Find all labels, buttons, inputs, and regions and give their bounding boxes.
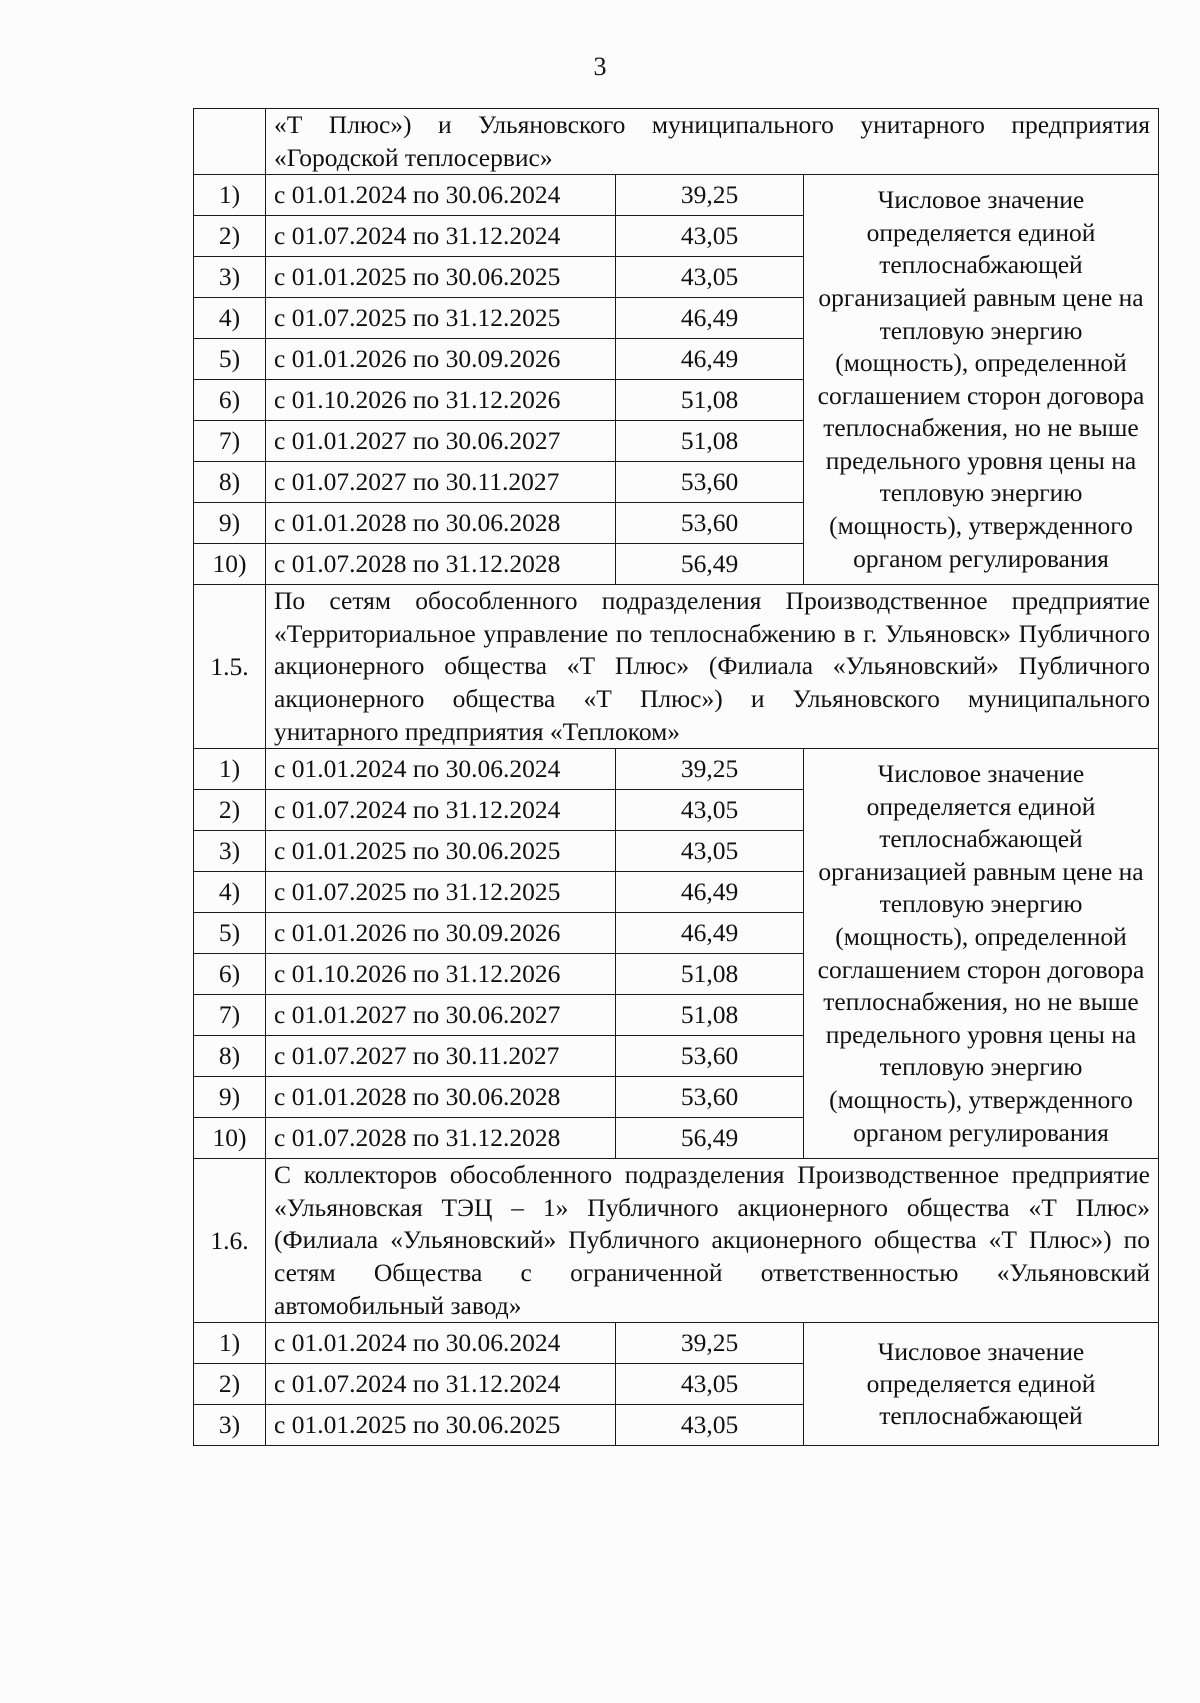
row-number: 2) (194, 1364, 266, 1405)
row-number: 10) (194, 1118, 266, 1159)
value-cell: 46,49 (616, 298, 804, 339)
note-cell: Числовое значение определяется единой теплоснабжающей организацией равным цене на тепловую энергию (мощность), определенной соглашением сторон договора теплоснабжения, но не выше предельного уровня цены на тепловую энергию (мощность), утвержденного органом регулирования (804, 749, 1159, 1159)
row-number: 8) (194, 462, 266, 503)
period-cell: с 01.10.2026 по 31.12.2026 (266, 380, 616, 421)
value-cell: 43,05 (616, 831, 804, 872)
row-number: 1) (194, 175, 266, 216)
section-description: С коллекторов обособленного подразделения Производственное предприятие «Ульяновская ТЭЦ – 1» Публичного акционерного общества «Т Плюс» (Филиала «Ульяновский» Публичного акционерного общества «Т Плюс») по сетям Общества с ограниченной ответственностью «Ульяновский автомобильный завод» (266, 1159, 1159, 1323)
period-cell: с 01.01.2024 по 30.06.2024 (266, 749, 616, 790)
period-cell: с 01.01.2027 по 30.06.2027 (266, 421, 616, 462)
row-number: 9) (194, 503, 266, 544)
period-cell: с 01.07.2027 по 30.11.2027 (266, 1036, 616, 1077)
period-cell: с 01.07.2025 по 31.12.2025 (266, 872, 616, 913)
tariff-table (193, 108, 1159, 1446)
row-number: 4) (194, 872, 266, 913)
row-number: 4) (194, 298, 266, 339)
row-number: 8) (194, 1036, 266, 1077)
period-cell: с 01.01.2028 по 30.06.2028 (266, 1077, 616, 1118)
section-header-row (194, 585, 1159, 749)
value-cell: 39,25 (616, 749, 804, 790)
row-number: 9) (194, 1077, 266, 1118)
row-number: 7) (194, 421, 266, 462)
row-number: 10) (194, 544, 266, 585)
value-cell: 53,60 (616, 1036, 804, 1077)
period-cell: с 01.01.2026 по 30.09.2026 (266, 339, 616, 380)
section-description: По сетям обособленного подразделения Производственное предприятие «Территориальное управление по теплоснабжению в г. Ульяновск» Публичного акционерного общества «Т Плюс» (Филиала «Ульяновский» Публичного акционерного общества «Т Плюс») и Ульяновского муниципального унитарного предприятия «Теплоком» (266, 585, 1159, 749)
section-number (194, 109, 266, 175)
row-number: 3) (194, 831, 266, 872)
value-cell: 46,49 (616, 872, 804, 913)
row-number: 3) (194, 1405, 266, 1446)
value-cell: 56,49 (616, 544, 804, 585)
period-cell: с 01.07.2028 по 31.12.2028 (266, 1118, 616, 1159)
row-number: 2) (194, 216, 266, 257)
row-number: 5) (194, 339, 266, 380)
section-header-row (194, 109, 1159, 175)
period-cell: с 01.01.2027 по 30.06.2027 (266, 995, 616, 1036)
value-cell: 43,05 (616, 216, 804, 257)
value-cell: 43,05 (616, 257, 804, 298)
value-cell: 53,60 (616, 1077, 804, 1118)
period-cell: с 01.07.2027 по 30.11.2027 (266, 462, 616, 503)
period-cell: с 01.01.2025 по 30.06.2025 (266, 1405, 616, 1446)
page-number: 3 (593, 52, 607, 81)
value-cell: 56,49 (616, 1118, 804, 1159)
row-number: 6) (194, 954, 266, 995)
row-number: 5) (194, 913, 266, 954)
table-row (194, 1323, 1159, 1364)
section-number: 1.6. (194, 1159, 266, 1323)
table-row (194, 749, 1159, 790)
row-number: 7) (194, 995, 266, 1036)
note-cell: Числовое значение определяется единой теплоснабжающей организацией равным цене на тепловую энергию (мощность), определенной соглашением сторон договора теплоснабжения, но не выше предельного уровня цены на тепловую энергию (мощность), утвержденного органом регулирования (804, 175, 1159, 585)
period-cell: с 01.01.2025 по 30.06.2025 (266, 831, 616, 872)
value-cell: 39,25 (616, 175, 804, 216)
period-cell: с 01.07.2024 по 31.12.2024 (266, 790, 616, 831)
table-row (194, 175, 1159, 216)
section-header-row (194, 1159, 1159, 1323)
value-cell: 51,08 (616, 380, 804, 421)
row-number: 1) (194, 1323, 266, 1364)
value-cell: 51,08 (616, 995, 804, 1036)
value-cell: 53,60 (616, 503, 804, 544)
value-cell: 46,49 (616, 913, 804, 954)
period-cell: с 01.01.2025 по 30.06.2025 (266, 257, 616, 298)
value-cell: 51,08 (616, 954, 804, 995)
row-number: 6) (194, 380, 266, 421)
note-cell: Числовое значение определяется единой теплоснабжающей (804, 1323, 1159, 1446)
value-cell: 43,05 (616, 790, 804, 831)
section-number: 1.5. (194, 585, 266, 749)
period-cell: с 01.10.2026 по 31.12.2026 (266, 954, 616, 995)
section-description: «Т Плюс») и Ульяновского муниципального унитарного предприятия «Городской теплосервис» (266, 109, 1159, 175)
period-cell: с 01.07.2024 по 31.12.2024 (266, 216, 616, 257)
period-cell: с 01.07.2024 по 31.12.2024 (266, 1364, 616, 1405)
value-cell: 43,05 (616, 1405, 804, 1446)
value-cell: 43,05 (616, 1364, 804, 1405)
row-number: 1) (194, 749, 266, 790)
period-cell: с 01.07.2025 по 31.12.2025 (266, 298, 616, 339)
period-cell: с 01.01.2028 по 30.06.2028 (266, 503, 616, 544)
period-cell: с 01.01.2024 по 30.06.2024 (266, 175, 616, 216)
row-number: 2) (194, 790, 266, 831)
value-cell: 39,25 (616, 1323, 804, 1364)
value-cell: 51,08 (616, 421, 804, 462)
period-cell: с 01.01.2024 по 30.06.2024 (266, 1323, 616, 1364)
value-cell: 53,60 (616, 462, 804, 503)
value-cell: 46,49 (616, 339, 804, 380)
row-number: 3) (194, 257, 266, 298)
period-cell: с 01.01.2026 по 30.09.2026 (266, 913, 616, 954)
period-cell: с 01.07.2028 по 31.12.2028 (266, 544, 616, 585)
